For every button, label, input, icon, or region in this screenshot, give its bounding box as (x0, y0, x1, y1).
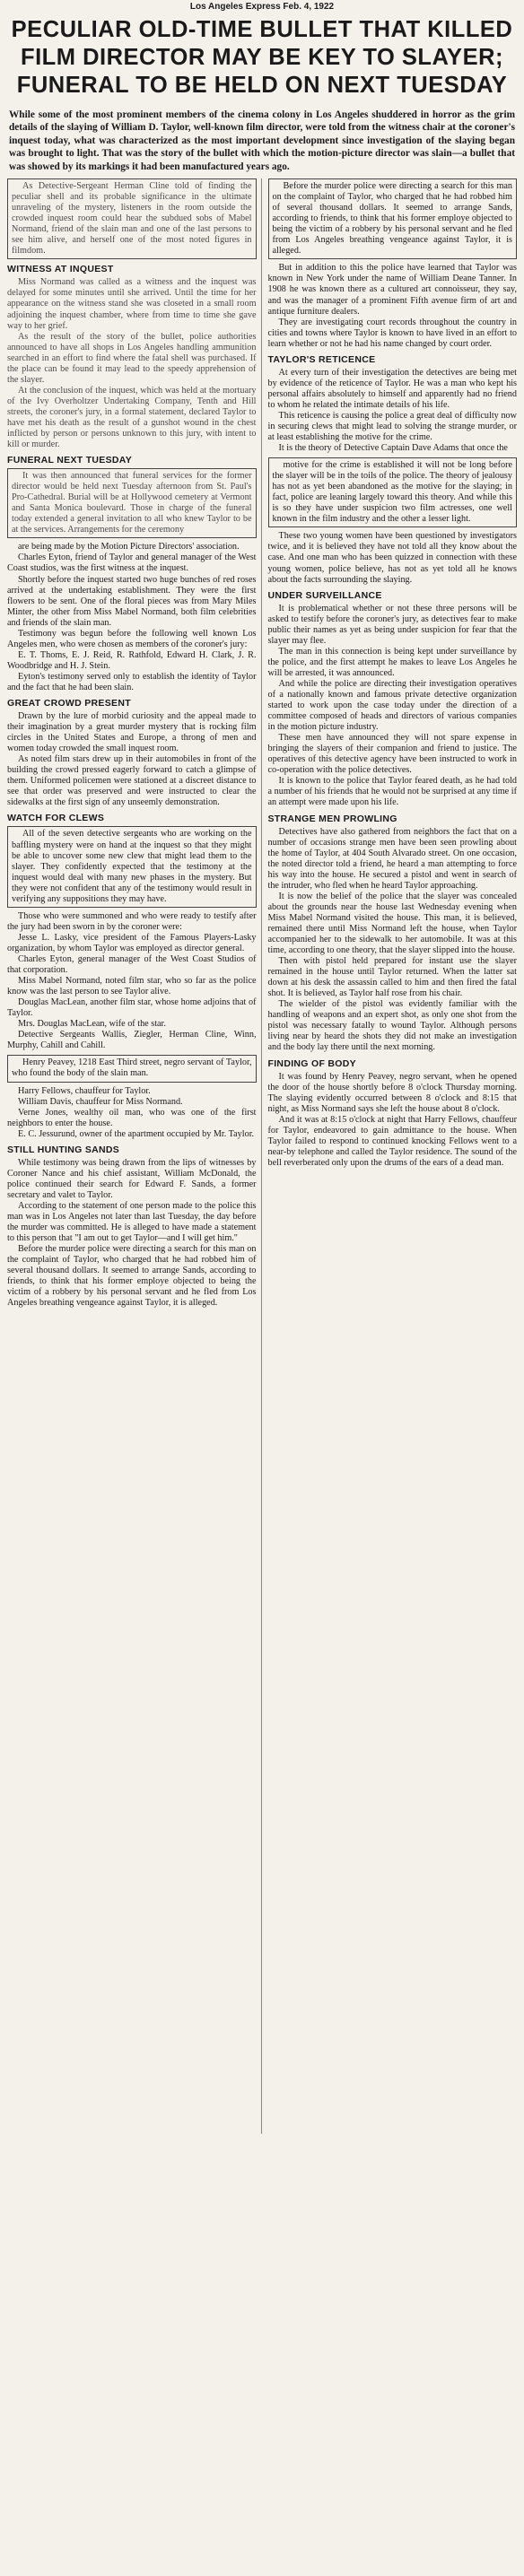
paragraph: Then with pistol held prepared for instant use the slayer remained in the house until Taylor returned. When the latter sat down at his desk the assassin called to him and then fired the fatal shot. It is believed, as Taylor half rose from his chair. (267, 956, 517, 999)
paragraph: Drawn by the lure of morbid curiosity and the appeal made to their imagination by a great murder mystery that is rocking film circles in the United States and Europe, a throng of men and women today crowded the small inquest room. (7, 711, 257, 754)
paragraph: Mrs. Douglas MacLean, wife of the star. (18, 1019, 166, 1030)
subheading: TAYLOR'S RETICENCE (267, 353, 376, 365)
headline-line: FILM DIRECTOR MAY BE KEY TO SLAYER; (21, 45, 503, 70)
paragraph: It is now the belief of the police that the slayer was concealed about the grounds near the house last Wednesday evening when Miss Mabel Normand visited the house. This man, it is believed, remained there until Miss Normand left the house, when Taylor accompanied her to the sidewalk to her automobile. It was at this time, according to one theory, that the slayer slipped into the house. (267, 891, 517, 956)
boxed-paragraph (7, 1055, 257, 1082)
paragraph: are being made by the Motion Picture Directors' association. (18, 542, 240, 553)
paragraph: This reticence is causing the police a great deal of difficulty now in securing clews that might lead to solving the strange murder, or at least establishing the motive for the crime. (267, 410, 517, 443)
paragraph: At the conclusion of the inquest, which was held at the mortuary of the Ivy Overholtzer Undertaking Company, Tenth and Hill streets, the coroner's jury, in a formal statement, declared Taylor to have met his death as the result of a gunshot wound in the chest inflicted by person or persons unknown to this jury, with intent to kill or murder. (7, 385, 257, 450)
paragraph: It is problematical whether or not these three persons will be asked to testify before the coroner's jury, as detectives fear to make public their names as yet as being under suspicion for fear that the slayer may flee. (267, 603, 517, 646)
paragraph: Henry Peavey, 1218 East Third street, negro servant of Taylor, who found the body of the slain man. (12, 1057, 252, 1079)
left-column (7, 178, 262, 2134)
subheading: WATCH FOR CLEWS (7, 813, 105, 824)
paragraph: These two young women have been questioned by investigators twice, and it is believed they have not told all they know about the case. And one man who has been quizzed in connection with these young women, police believe, has not as yet told all he knows about the facts surrounding the slaying. (267, 531, 517, 585)
paragraph: Shortly before the inquest started two huge bunches of red roses arrived at the undertaking establishment. They were the first flowers to be sent. One of the floral pieces was from Mary Miles Minter, the other from Miss Mabel Normand, both film celebrities and friends of the slain man. (7, 574, 257, 628)
paragraph: It is the theory of Detective Captain Dave Adams that once the (278, 443, 508, 454)
paragraph: And it was at 8:15 o'clock at night that Harry Fellows, chauffeur for Taylor, endeavored to gain admittance to the house. When Taylor failed to respond to continued knocking Fellows went to a near-by telephone and called the Taylor residence. The sound of the bell reverberated only upon the drums of the ears of a dead man. (267, 1114, 517, 1168)
paragraph: Douglas MacLean, another film star, whose home adjoins that of Taylor. (7, 997, 257, 1019)
subheading: WITNESS AT INQUEST (7, 264, 114, 275)
masthead: Los Angeles Express Feb. 4, 1922 (189, 2, 335, 12)
paragraph: But in addition to this the police have learned that Taylor was known in New York under the name of William Deane Tanner. In 1908 he was known there as a cultured art connoisseur, they say, and was the manager of a prominent Fifth avenue firm of art and antique furniture dealers. (267, 263, 517, 317)
paragraph: It was found by Henry Peavey, negro servant, when he opened the door of the house shortly before 8 o'clock Thursday morning. The slaying evidently occurred between 8 o'clock and 8:15 that night, as Miss Normand says she left the house about 8 o'clock. (267, 1071, 517, 1114)
paragraph: E. T. Thoms, E. J. Reid, R. Rathfold, Edward H. Clark, J. R. Woodbridge and H. J. Stein. (7, 649, 257, 671)
paragraph: Harry Fellows, chauffeur for Taylor. (18, 1085, 151, 1096)
subheading: GREAT CROWD PRESENT (7, 698, 131, 709)
paragraph: At every turn of their investigation the detectives are being met by evidence of the reticence of Taylor. He was a man who kept his personal affairs absolutely to himself and apparently had no friend to whom he related the intimate details of his life. (267, 367, 517, 410)
paragraph: Miss Normand was called as a witness and the inquest was delayed for some minutes until she arrived. Until the time for her appearance on the witness stand she was closeted in a small room adjoining the inquest chamber, where from time to time she gave way to her grief. (7, 277, 257, 331)
headline-line: PECULIAR OLD-TIME BULLET THAT KILLED (11, 17, 513, 42)
subheading: UNDER SURVEILLANCE (267, 589, 382, 601)
headline-line: FUNERAL TO BE HELD ON NEXT TUESDAY (16, 73, 508, 98)
paragraph: And while the police are directing their investigation operatives of a nationally known and famous private detective organization started to work upon the case today under the direction of a committee composed of heads and directors of various companies in the motion picture industry. (267, 678, 517, 733)
boxed-paragraph (268, 178, 518, 259)
paragraph: As Detective-Sergeant Herman Cline told of finding the peculiar shell and its probable significance in the ultimate unraveling of the mystery, listeners in the room outside the crowded inquest room could hear the subdued sobs of Mabel Normand, friend of the slain man and one of the last persons to see him alive, and herself one of the most noted figures in filmdom. (12, 181, 252, 257)
boxed-paragraph (7, 826, 257, 907)
paragraph: The man in this connection is being kept under surveillance by the police, and the first attempt he makes to leave Los Angeles he will be arrested, it was announced. (267, 646, 517, 678)
paragraph: Detective Sergeants Wallis, Ziegler, Herman Cline, Winn, Murphy, Cahill and Cahill. (7, 1030, 257, 1051)
headline (4, 16, 520, 100)
paragraph: While testimony was being drawn from the lips of witnesses by Coroner Nance and his chief assistant, William McDonald, the police continued their search for Edward F. Sands, a former secretary and valet to Taylor. (7, 1157, 257, 1200)
paragraph: Before the murder police were directing a search for this man on the complaint of Taylor, who charged that he had robbed him of several thousand dollars. It seemed to arrange Sands, according to friends, to think that his former employe objected to being the victim of a robbery by his personal servant and he fled from Los Angeles breathing vengeance against Taylor, it is alleged. (7, 1244, 257, 1309)
paragraph: As the result of the story of the bullet, police authorities announced to have all shops in Los Angeles handling ammunition searched in an effort to find where the fatal shell was purchased. If the place can be found it may lead to the speedy apprehension of the slayer. (7, 331, 257, 385)
right-column (267, 178, 518, 2134)
boxed-paragraph (268, 457, 518, 527)
paragraph: Miss Mabel Normand, noted film star, who so far as the police know was the last person to see Taylor alive. (7, 976, 257, 997)
subheading: STILL HUNTING SANDS (7, 1144, 120, 1155)
paragraph: These men have announced they will not spare expense in bringing the slayers of their companion and friend to justice. The operatives of this detective agency have been instructed to work in co-operation with the police detectives. (267, 733, 517, 776)
boxed-paragraph (7, 468, 257, 538)
paragraph: Testimony was begun before the following well known Los Angeles men, who were chosen as members of the coroner's jury: (7, 628, 257, 649)
paragraph: As noted film stars drew up in their automobiles in front of the building the crowd pressed eagerly forward to catch a glimpse of them. Uniformed policemen were stationed at a discreet distance to see that order was preserved and were instructed to clear the sidewalks at the first sign of any unseemly demonstration. (7, 754, 257, 808)
paragraph: It was then announced that funeral services for the former director would be held next Tuesday afternoon from St. Paul's Pro-Cathedral. Burial will be at Hollywood cemetery at Vermont and Santa Monica boulevard. Those in charge of the funeral today extended a general invitation to all who knew Taylor to be at the services. Arrangements for the ceremony (12, 471, 252, 535)
paragraph: They are investigating court records throughout the country in cities and towns where Taylor is known to have lived in an effort to learn whether or not he had his name changed by court order. (267, 317, 517, 349)
subheading: STRANGE MEN PROWLING (267, 813, 397, 824)
paragraph: All of the seven detective sergeants who are working on the baffling mystery were on hand at the inquest so that they might be able to uncover some new clew that might lead them to the slayer. They confidently expected that the testimony at the inquest would deal with many new phases in the mystery. But they were not confident that any of the testimony would result in verifying any suppositions they may have. (12, 829, 252, 904)
paragraph: Detectives have also gathered from neighbors the fact that on a number of occasions strange men have been seen prowling about the home of Taylor, at 404 South Alvarado street. On one occasion, the noted director told a friend, he heard a man attempting to force his way into the house. He secured a pistol and went in search of the intruder, who fled when he heard Taylor approaching. (267, 826, 517, 891)
paragraph: The wielder of the pistol was evidently familiar with the handling of weapons and an expert shot, as only one shot from the pistol was necessary fatally to wound Taylor. Although persons living near by heard the shots they did not make an investigation and the body lay there until the next morning. (267, 999, 517, 1053)
subheading: FINDING OF BODY (267, 1057, 356, 1069)
paragraph: According to the statement of one person made to the police this man was in Los Angeles not later than last Tuesday, the day before the murder was committed. He is alleged to have made a statement to this person that "I am out to get Taylor—and I will get him." (7, 1200, 257, 1244)
paragraph: Charles Eyton, general manager of the West Coast Studios of that corporation. (7, 953, 257, 976)
paragraph: Charles Eyton, friend of Taylor and general manager of the West Coast studios, was the first witness at the inquest. (7, 553, 257, 574)
paragraph: William Davis, chauffeur for Miss Normand. (18, 1096, 183, 1107)
paragraph: Jesse L. Lasky, vice president of the Famous Players-Lasky organization, by whom Taylor was employed as director general. (7, 932, 257, 953)
paragraph: It is known to the police that Taylor feared death, as he had told a number of his friends that he would not be surprised at any time if an attempt were made upon his life. (267, 776, 517, 808)
article-columns (7, 178, 517, 2134)
lede-paragraph: While some of the most prominent members of the cinema colony in Los Angeles shuddered in horror as the grim details of the slaying of William D. Taylor, well-known film director, were told from the witness chair at the coroner's inquest today, what was characterized as the most important development since investigation of the slaying began was brought to light. That was the story of the bullet with which the motion-picture director was slain—a bullet that was showed by its markings it had been manufactured years ago. (9, 109, 515, 172)
subheading: FUNERAL NEXT TUESDAY (7, 455, 133, 466)
paragraph: E. C. Jessurund, owner of the apartment occupied by Mr. Taylor. (18, 1128, 255, 1139)
paragraph: Eyton's testimony served only to establish the identity of Taylor and the fact that he had been slain. (7, 671, 257, 692)
paragraph: Before the murder police were directing a search for this man on the complaint of Taylor, who charged that he had robbed him of several thousand dollars. It seemed to arrange Sands, according to friends, to think that his former employe objected to being the victim of a robbery by his personal servant and he fled from Los Angeles breathing vengeance against Taylor, it is alleged. (272, 181, 512, 257)
paragraph: Those who were summoned and who were ready to testify after the jury had been sworn in by the coroner were: (7, 910, 257, 932)
boxed-paragraph (7, 178, 257, 259)
paragraph: Verne Jones, wealthy oil man, who was one of the first neighbors to enter the house. (7, 1107, 257, 1128)
paragraph: motive for the crime is established it will not be long before the slayer will be in the toils of the police. The theory of jealousy has not as yet been abandoned as the motive for the slaying; in fact, police are leaning largely toward this theory. And while this is so they have under suspicion two film actresses, one well known in the film industry and the other a lesser light. (272, 460, 512, 525)
